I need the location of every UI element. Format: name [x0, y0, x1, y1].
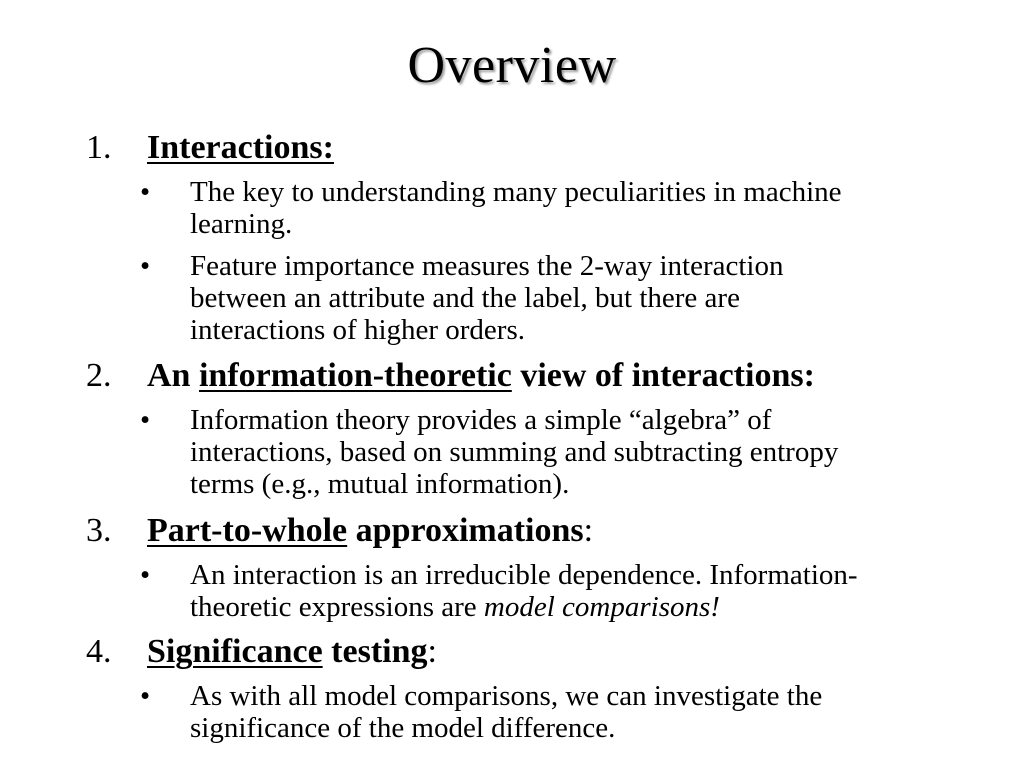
bullet-text — [190, 404, 990, 500]
item-3-heading-post: approximations — [347, 512, 584, 549]
item-1-number: 1. — [86, 129, 112, 166]
item-2-heading-post: view of interactions: — [511, 357, 815, 394]
bullet-glyph: • — [140, 250, 151, 282]
item-3-heading-underlined: Part-to-whole — [147, 512, 348, 549]
bullet-line — [190, 591, 990, 623]
bullet-glyph: • — [140, 176, 151, 208]
bullet-text — [190, 559, 990, 623]
bullet-line: between an attribute and the label, but there are — [190, 282, 740, 314]
item-4-number: 4. — [86, 633, 112, 670]
bullet-line: learning. — [190, 208, 293, 240]
item-1-heading-text — [147, 128, 334, 168]
bullet-line: An interaction is an irreducible dependence. Information- — [190, 559, 858, 591]
bullet-text — [190, 250, 990, 346]
item-3-heading-text — [147, 511, 593, 551]
bullet-glyph: • — [140, 404, 151, 436]
item-3-number: 3. — [86, 512, 112, 549]
bullet-line: terms (e.g., mutual information). — [190, 468, 570, 500]
item-2-number: 2. — [86, 357, 112, 394]
item-4-heading-tail: : — [427, 633, 437, 670]
item-3-heading-tail: : — [583, 512, 594, 549]
bullet-line-emphasis: model comparisons! — [483, 591, 720, 623]
item-4-heading-underlined: Significance — [147, 633, 323, 670]
bullet-line: interactions of higher orders. — [190, 314, 526, 346]
slide-title: Overview — [407, 37, 617, 94]
bullet-text — [190, 680, 990, 744]
bullet-line: significance of the model difference. — [190, 712, 616, 744]
item-2-heading-text — [147, 356, 815, 396]
bullet-glyph: • — [140, 559, 151, 591]
bullet-line-text: theoretic expressions are — [190, 591, 484, 623]
bullet-line: As with all model comparisons, we can investigate the — [190, 680, 823, 712]
bullet-text — [190, 176, 990, 240]
item-1-heading-underlined: Interactions: — [147, 129, 334, 166]
item-4-heading-text — [147, 632, 437, 672]
bullet-line: The key to understanding many peculiarities in machine — [190, 176, 842, 208]
bullet-line: interactions, based on summing and subtracting entropy — [190, 436, 839, 468]
bullet-line: Feature importance measures the 2-way interaction — [190, 250, 784, 282]
bullet-glyph: • — [140, 680, 151, 712]
item-2-heading-underlined: information-theoretic — [198, 357, 512, 394]
bullet-line: Information theory provides a simple “algebra” of — [190, 404, 772, 436]
item-4-heading-post: testing — [322, 633, 428, 670]
item-2-heading-pre: An — [147, 357, 199, 394]
